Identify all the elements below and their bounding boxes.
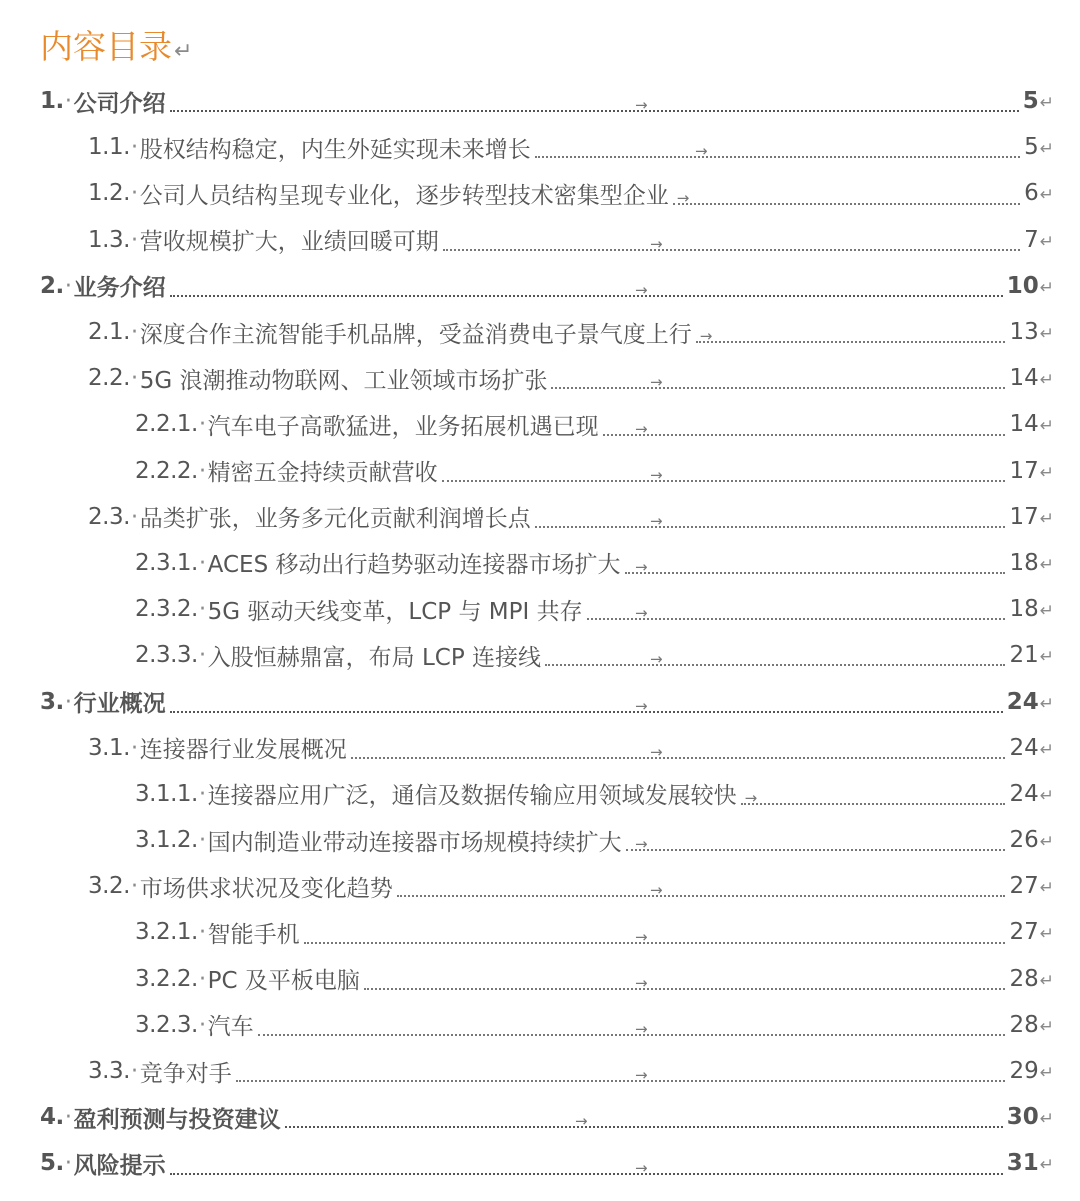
tab-arrow-icon: → (650, 373, 663, 392)
dot-leader (170, 96, 1019, 115)
paragraph-mark-icon: ↵ (1039, 832, 1054, 853)
toc-entry-3-3[interactable] (0, 1048, 1080, 1094)
toc-title (40, 24, 192, 75)
page-number: 17 (1009, 457, 1039, 484)
toc-entry-text: 精密五金持续贡献营收 (207, 460, 438, 487)
list-dot-icon: · (130, 1058, 138, 1085)
toc-entry-2[interactable] (0, 263, 1080, 309)
dot-leader (741, 789, 1006, 807)
paragraph-mark-icon: ↵ (1039, 601, 1054, 622)
table-of-contents (0, 78, 1080, 1187)
tab-arrow-icon: → (635, 604, 648, 623)
dot-leader (170, 1158, 1003, 1177)
page-number: 24 (1009, 734, 1039, 761)
toc-number-text: 1.1. (88, 134, 130, 161)
list-dot-icon: · (130, 134, 138, 161)
tab-arrow-icon: → (635, 927, 648, 946)
toc-entry-2-2-2[interactable] (0, 448, 1080, 494)
page-number: 24 (1009, 780, 1039, 807)
toc-entry-page (1009, 596, 1054, 622)
toc-entry-3-1[interactable] (0, 725, 1080, 771)
toc-entry-page (1009, 365, 1054, 391)
toc-entry-page (1009, 919, 1054, 945)
toc-entry-text: 5G 浪潮推动物联网、工业领域市场扩张 (139, 367, 548, 394)
toc-entry-text: 汽车电子高歌猛进，业务拓展机遇已现 (207, 413, 599, 440)
page-number: 28 (1009, 1011, 1039, 1038)
toc-entry-1-2[interactable] (0, 170, 1080, 216)
toc-number-text: 4. (40, 1104, 64, 1131)
toc-entry-page (1009, 781, 1054, 807)
page-number: 24 (1006, 688, 1039, 715)
tab-arrow-icon: → (635, 1019, 648, 1038)
toc-entry-page (1009, 827, 1054, 853)
tab-arrow-icon: → (635, 1158, 648, 1177)
paragraph-mark-icon: ↵ (1039, 139, 1054, 160)
toc-entry-5[interactable] (0, 1140, 1080, 1186)
toc-entry-text: 连接器行业发展概况 (139, 737, 347, 764)
paragraph-mark-icon: ↵ (1039, 785, 1054, 806)
paragraph-mark-icon: ↵ (1039, 878, 1054, 899)
paragraph-mark-icon: ↵ (1039, 324, 1054, 345)
tab-arrow-icon: → (575, 1112, 588, 1131)
toc-number-text: 2. (40, 272, 64, 299)
toc-entry-2-2-1[interactable] (0, 401, 1080, 447)
toc-entry-page (1009, 1058, 1054, 1084)
toc-entry-number (135, 411, 208, 437)
paragraph-mark-icon: ↵ (1039, 277, 1054, 298)
toc-entry-page (1007, 273, 1054, 299)
list-dot-icon: · (130, 873, 138, 900)
paragraph-mark-icon: ↵ (1039, 462, 1054, 483)
toc-entry-page (1009, 735, 1054, 761)
toc-entry-text: 盈利预测与投资建议 (73, 1106, 281, 1133)
toc-entry-text: 深度合作主流智能手机品牌，受益消费电子景气度上行 (139, 321, 692, 348)
list-dot-icon: · (198, 919, 206, 946)
toc-entry-text: 汽车 (207, 1014, 254, 1041)
page-number: 14 (1009, 365, 1039, 392)
list-dot-icon: · (198, 596, 206, 623)
toc-number-text: 1.2. (88, 180, 130, 207)
toc-entry-number (40, 689, 74, 715)
toc-entry-page (1009, 504, 1054, 530)
toc-entry-page (1009, 458, 1054, 484)
page-number: 26 (1009, 827, 1039, 854)
toc-entry-3-1-2[interactable] (0, 817, 1080, 863)
page-number: 31 (1006, 1150, 1039, 1177)
toc-number-text: 2.1. (88, 319, 130, 346)
list-dot-icon: · (64, 272, 72, 299)
toc-entry-text: 公司介绍 (73, 90, 166, 117)
toc-entry-page (1009, 319, 1054, 345)
toc-entry-3-2-2[interactable] (0, 956, 1080, 1002)
toc-entry-page (1009, 873, 1054, 899)
tab-arrow-icon: → (650, 650, 663, 669)
toc-number-text: 3.2. (88, 873, 130, 900)
page-number: 17 (1009, 503, 1039, 530)
toc-entry-number (135, 596, 208, 622)
toc-entry-3-2[interactable] (0, 863, 1080, 909)
toc-number-text: 1.3. (88, 226, 130, 253)
toc-number-text: 2.3.1. (135, 549, 198, 576)
toc-entry-2-3-3[interactable] (0, 632, 1080, 678)
toc-number-text: 2.3.3. (135, 642, 198, 669)
toc-entry-text: 连接器应用广泛，通信及数据传输应用领域发展较快 (207, 783, 737, 810)
toc-number-text: 3.3. (88, 1058, 130, 1085)
toc-entry-page (1009, 550, 1054, 576)
tab-arrow-icon: → (699, 327, 713, 346)
list-dot-icon: · (198, 549, 206, 576)
dot-leader (535, 511, 1006, 530)
toc-number-text: 3.1. (88, 734, 130, 761)
paragraph-mark-icon: ↵ (1039, 370, 1054, 391)
dot-leader (625, 558, 1006, 577)
toc-entry-number (135, 919, 208, 945)
tab-arrow-icon: → (635, 835, 648, 854)
paragraph-mark-icon: ↵ (1039, 647, 1054, 668)
dot-leader (258, 1019, 1006, 1038)
dot-leader (545, 650, 1005, 669)
toc-entry-2-3-1[interactable] (0, 540, 1080, 586)
page-number: 5 (1024, 134, 1039, 161)
toc-entry-number (88, 504, 140, 530)
toc-number-text: 2.2.1. (135, 411, 198, 438)
toc-entry-page (1007, 1104, 1054, 1130)
dot-leader (626, 835, 1006, 854)
dot-leader (535, 142, 1020, 161)
page-number: 28 (1009, 965, 1039, 992)
dot-leader (397, 881, 1006, 900)
toc-entry-number (88, 134, 140, 160)
dot-leader (170, 696, 1003, 715)
dot-leader (236, 1066, 1006, 1085)
toc-entry-page (1024, 180, 1054, 206)
toc-entry-page (1009, 642, 1054, 668)
page-number: 30 (1006, 1104, 1039, 1131)
toc-entry-number (88, 227, 140, 253)
dot-leader (443, 234, 1020, 253)
toc-entry-text: 品类扩张，业务多元化贡献利润增长点 (139, 506, 531, 533)
paragraph-mark-icon: ↵ (1039, 93, 1054, 114)
dot-leader (603, 419, 1006, 438)
dot-leader (673, 188, 1020, 207)
toc-entry-3-1-1[interactable] (0, 771, 1080, 817)
list-dot-icon: · (198, 1011, 206, 1038)
page-number: 27 (1009, 919, 1039, 946)
toc-entry-page (1007, 1150, 1054, 1176)
toc-entry-number (88, 735, 140, 761)
page-number: 18 (1009, 596, 1039, 623)
list-dot-icon: · (130, 180, 138, 207)
page-number: 21 (1009, 642, 1039, 669)
toc-entry-text: 股权结构稳定，内生外延实现未来增长 (139, 136, 531, 163)
toc-title-text: 内容目录 (40, 27, 172, 66)
toc-entry-text: 风险提示 (73, 1152, 166, 1179)
dot-leader (364, 973, 1006, 992)
tab-arrow-icon: → (676, 188, 690, 207)
toc-entry-number (88, 180, 140, 206)
tab-arrow-icon: → (650, 881, 663, 900)
page-number: 10 (1006, 272, 1039, 299)
toc-entry-page (1023, 88, 1054, 114)
toc-number-text: 2.3.2. (135, 596, 198, 623)
paragraph-mark-icon: ↵ (1039, 554, 1054, 575)
toc-entry-number (88, 365, 140, 391)
list-dot-icon: · (130, 319, 138, 346)
list-dot-icon: · (198, 965, 206, 992)
toc-number-text: 2.2. (88, 365, 130, 392)
dot-leader (285, 1112, 1003, 1131)
page-number: 6 (1024, 180, 1039, 207)
list-dot-icon: · (64, 88, 72, 115)
toc-entry-number (135, 642, 208, 668)
toc-entry-text: 竞争对手 (139, 1060, 232, 1087)
list-dot-icon: · (198, 642, 206, 669)
toc-entry-number (135, 966, 208, 992)
toc-entry-text: 智能手机 (207, 921, 300, 948)
list-dot-icon: · (130, 734, 138, 761)
tab-arrow-icon: → (650, 234, 663, 253)
tab-arrow-icon: → (635, 96, 648, 115)
paragraph-mark-icon: ↵ (1039, 1016, 1054, 1037)
toc-entry-text: ACES 移动出行趋势驱动连接器市场扩大 (207, 552, 621, 579)
list-dot-icon: · (198, 827, 206, 854)
toc-entry-3-2-3[interactable] (0, 1002, 1080, 1048)
paragraph-mark-icon: ↵ (1039, 739, 1054, 760)
dot-leader (587, 604, 1006, 623)
tab-arrow-icon: → (635, 1066, 648, 1085)
toc-entry-text: PC 及平板电脑 (207, 968, 360, 995)
toc-entry-number (40, 1150, 74, 1176)
toc-entry-number (40, 1104, 74, 1130)
tab-arrow-icon: → (635, 419, 648, 438)
toc-entry-1[interactable] (0, 78, 1080, 124)
list-dot-icon: · (64, 1104, 72, 1131)
toc-entry-number (135, 781, 208, 807)
page-number: 29 (1009, 1058, 1039, 1085)
toc-entry-page (1009, 966, 1054, 992)
toc-entry-text: 入股恒赫鼎富，布局 LCP 连接线 (207, 644, 542, 671)
dot-leader (442, 465, 1006, 484)
toc-entry-number (135, 550, 208, 576)
page-number: 18 (1009, 549, 1039, 576)
toc-entry-page (1007, 689, 1054, 715)
toc-entry-number (40, 88, 74, 114)
tab-arrow-icon: → (695, 142, 708, 161)
toc-entry-2-3-2[interactable] (0, 586, 1080, 632)
paragraph-mark-icon: ↵ (1039, 970, 1054, 991)
toc-entry-text: 公司人员结构呈现专业化，逐步转型技术密集型企业 (139, 182, 669, 209)
dot-leader (551, 373, 1005, 392)
toc-entry-text: 营收规模扩大，业绩回暖可期 (139, 229, 439, 256)
tab-arrow-icon: → (650, 465, 663, 484)
tab-arrow-icon: → (650, 511, 663, 530)
toc-number-text: 1. (40, 88, 64, 115)
toc-number-text: 3.2.3. (135, 1011, 198, 1038)
paragraph-mark-icon: ↵ (1039, 693, 1054, 714)
toc-number-text: 2.3. (88, 503, 130, 530)
paragraph-mark-icon: ↵ (1039, 924, 1054, 945)
toc-entry-page (1024, 134, 1054, 160)
tab-arrow-icon: → (635, 280, 648, 299)
toc-entry-3[interactable] (0, 678, 1080, 724)
toc-entry-1-3[interactable] (0, 217, 1080, 263)
toc-number-text: 3. (40, 688, 64, 715)
list-dot-icon: · (130, 226, 138, 253)
paragraph-mark-icon: ↵ (1039, 1155, 1054, 1176)
paragraph-mark-icon: ↵ (1039, 1063, 1054, 1084)
paragraph-mark-icon: ↵ (1039, 508, 1054, 529)
toc-entry-text: 5G 驱动天线变革，LCP 与 MPI 共存 (207, 598, 583, 625)
toc-entry-text: 国内制造业带动连接器市场规模持续扩大 (207, 829, 622, 856)
toc-entry-page (1024, 227, 1054, 253)
toc-entry-number (135, 1012, 208, 1038)
toc-entry-number (88, 873, 140, 899)
list-dot-icon: · (64, 1150, 72, 1177)
paragraph-mark-icon: ↵ (1039, 1109, 1054, 1130)
toc-number-text: 3.1.1. (135, 780, 198, 807)
toc-entry-text: 业务介绍 (73, 275, 166, 302)
tab-arrow-icon: → (635, 558, 648, 577)
toc-entry-2-1[interactable] (0, 309, 1080, 355)
list-dot-icon: · (198, 780, 206, 807)
page-number: 5 (1022, 88, 1039, 115)
toc-number-text: 3.2.1. (135, 919, 198, 946)
toc-entry-number (88, 1058, 140, 1084)
tab-arrow-icon: → (635, 973, 648, 992)
paragraph-mark-icon: ↵ (1039, 416, 1054, 437)
dot-leader (170, 280, 1003, 299)
toc-entry-1-1[interactable] (0, 124, 1080, 170)
dot-leader (696, 327, 1006, 346)
toc-entry-page (1009, 411, 1054, 437)
list-dot-icon: · (198, 411, 206, 438)
list-dot-icon: · (198, 457, 206, 484)
paragraph-mark-icon: ↵ (1039, 185, 1054, 206)
toc-entry-number (135, 458, 208, 484)
toc-number-text: 3.1.2. (135, 827, 198, 854)
toc-entry-text: 市场供求状况及变化趋势 (139, 875, 393, 902)
page-number: 14 (1009, 411, 1039, 438)
toc-entry-page (1009, 1012, 1054, 1038)
toc-number-text: 2.2.2. (135, 457, 198, 484)
dot-leader (304, 927, 1006, 946)
toc-entry-number (40, 273, 74, 299)
tab-arrow-icon: → (744, 789, 758, 807)
toc-entry-number (88, 319, 140, 345)
paragraph-mark-icon: ↵ (174, 39, 193, 64)
page-number: 27 (1009, 873, 1039, 900)
toc-entry-3-2-1[interactable] (0, 909, 1080, 955)
toc-entry-text: 行业概况 (73, 691, 166, 718)
page-number: 13 (1009, 319, 1039, 346)
list-dot-icon: · (130, 503, 138, 530)
page-number: 7 (1024, 226, 1039, 253)
tab-arrow-icon: → (650, 742, 663, 761)
list-dot-icon: · (130, 365, 138, 392)
toc-entry-2-3[interactable] (0, 494, 1080, 540)
paragraph-mark-icon: ↵ (1039, 231, 1054, 252)
list-dot-icon: · (64, 688, 72, 715)
toc-entry-4[interactable] (0, 1094, 1080, 1140)
toc-entry-number (135, 827, 208, 853)
dot-leader (351, 742, 1006, 761)
tab-arrow-icon: → (635, 696, 648, 715)
toc-entry-2-2[interactable] (0, 355, 1080, 401)
toc-number-text: 3.2.2. (135, 965, 198, 992)
toc-number-text: 5. (40, 1150, 64, 1177)
